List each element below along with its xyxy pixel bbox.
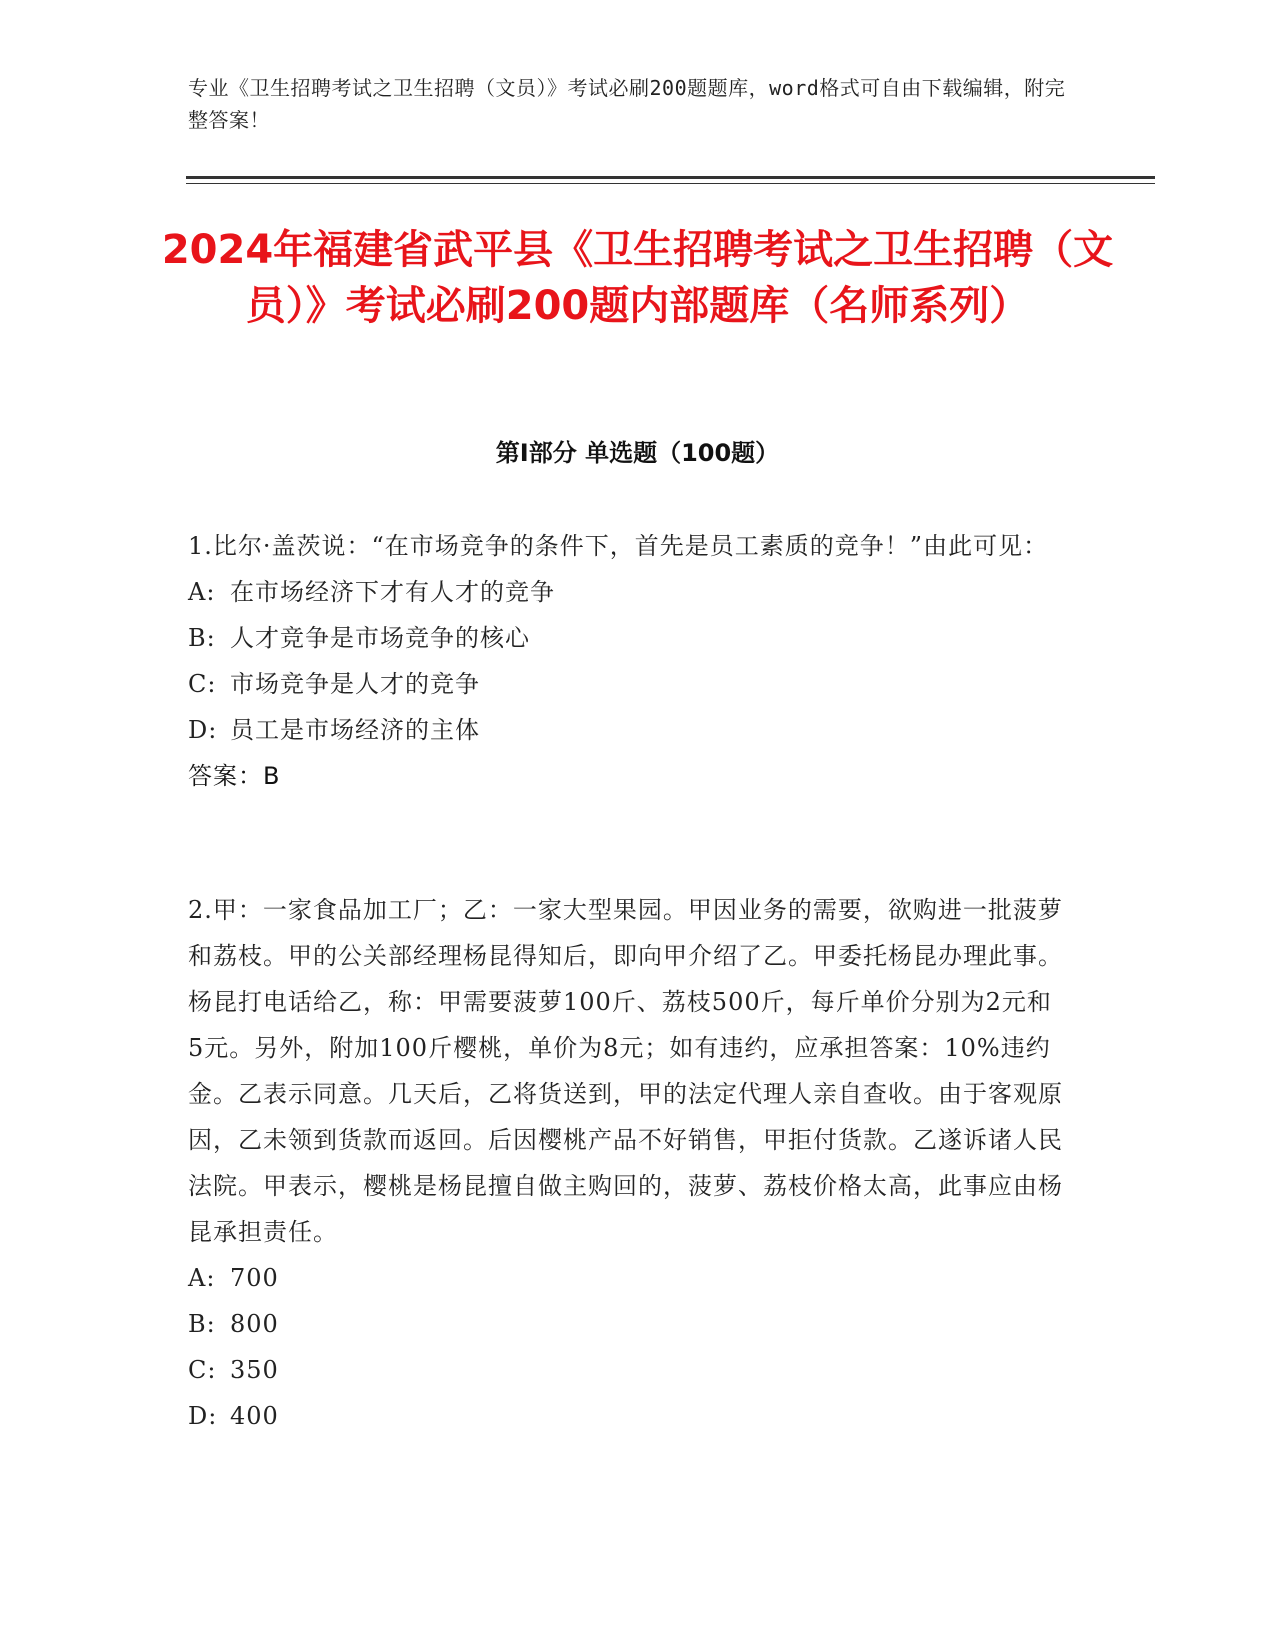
question-1 <box>188 523 1068 799</box>
header-divider-thin <box>186 183 1155 184</box>
option-c <box>188 1347 1068 1393</box>
option-letter: B: <box>188 1310 216 1338</box>
option-text: 700 <box>230 1264 279 1292</box>
option-text: 350 <box>230 1356 279 1384</box>
question-stem: 2.甲：一家食品加工厂；乙：一家大型果园。甲因业务的需要，欲购进一批菠萝和荔枝。甲的公关部经理杨昆得知后，即向甲介绍了乙。甲委托杨昆办理此事。杨昆打电话给乙，称：甲需要菠萝100斤、荔枝500斤，每斤单价分别为2元和5元。另外，附加100斤樱桃，单价为8元；如有违约，应承担答案：10%违约金。乙表示同意。几天后，乙将货送到，甲的法定代理人亲自查收。由于客观原因，乙未领到货款而返回。后因樱桃产品不好销售，甲拒付货款。乙遂诉诸人民法院。甲表示，樱桃是杨昆擅自做主购回的，菠萝、荔枝价格太高，此事应由杨昆承担责任。 <box>188 896 1063 1246</box>
question-stem: 1.比尔·盖茨说：“在市场竞争的条件下，首先是员工素质的竞争！”由此可见： <box>188 532 1049 560</box>
option-b <box>188 1301 1068 1347</box>
option-a <box>188 1255 1068 1301</box>
option-letter: C: <box>188 1356 217 1384</box>
option-letter: C: <box>188 670 217 698</box>
answer-line: 答案：B <box>188 762 281 790</box>
option-text: 在市场经济下才有人才的竞争 <box>230 578 555 606</box>
document-title: 2024年福建省武平县《卫生招聘考试之卫生招聘（文员）》考试必刷200题内部题库（名师系列） <box>161 227 1114 329</box>
option-list <box>188 569 1068 753</box>
option-letter: D: <box>188 1402 218 1430</box>
option-text: 市场竞争是人才的竞争 <box>230 670 480 698</box>
option-d <box>188 1393 1068 1439</box>
option-text: 员工是市场经济的主体 <box>230 716 480 744</box>
option-letter: A: <box>188 578 216 606</box>
header-note: 专业《卫生招聘考试之卫生招聘（文员）》考试必刷200题题库，word格式可自由下载编辑，附完整答案！ <box>188 76 1066 132</box>
option-text: 人才竞争是市场竞争的核心 <box>230 624 530 652</box>
option-b <box>188 615 1068 661</box>
option-letter: D: <box>188 716 218 744</box>
option-a <box>188 569 1068 615</box>
option-list <box>188 1255 1068 1439</box>
option-letter: B: <box>188 624 216 652</box>
option-text: 800 <box>230 1310 279 1338</box>
option-c <box>188 661 1068 707</box>
option-text: 400 <box>230 1402 279 1430</box>
header-divider-thick <box>186 176 1155 179</box>
section-title: 第Ⅰ部分 单选题（100题） <box>495 439 780 467</box>
question-2 <box>188 887 1068 1439</box>
option-letter: A: <box>188 1264 216 1292</box>
option-d <box>188 707 1068 753</box>
